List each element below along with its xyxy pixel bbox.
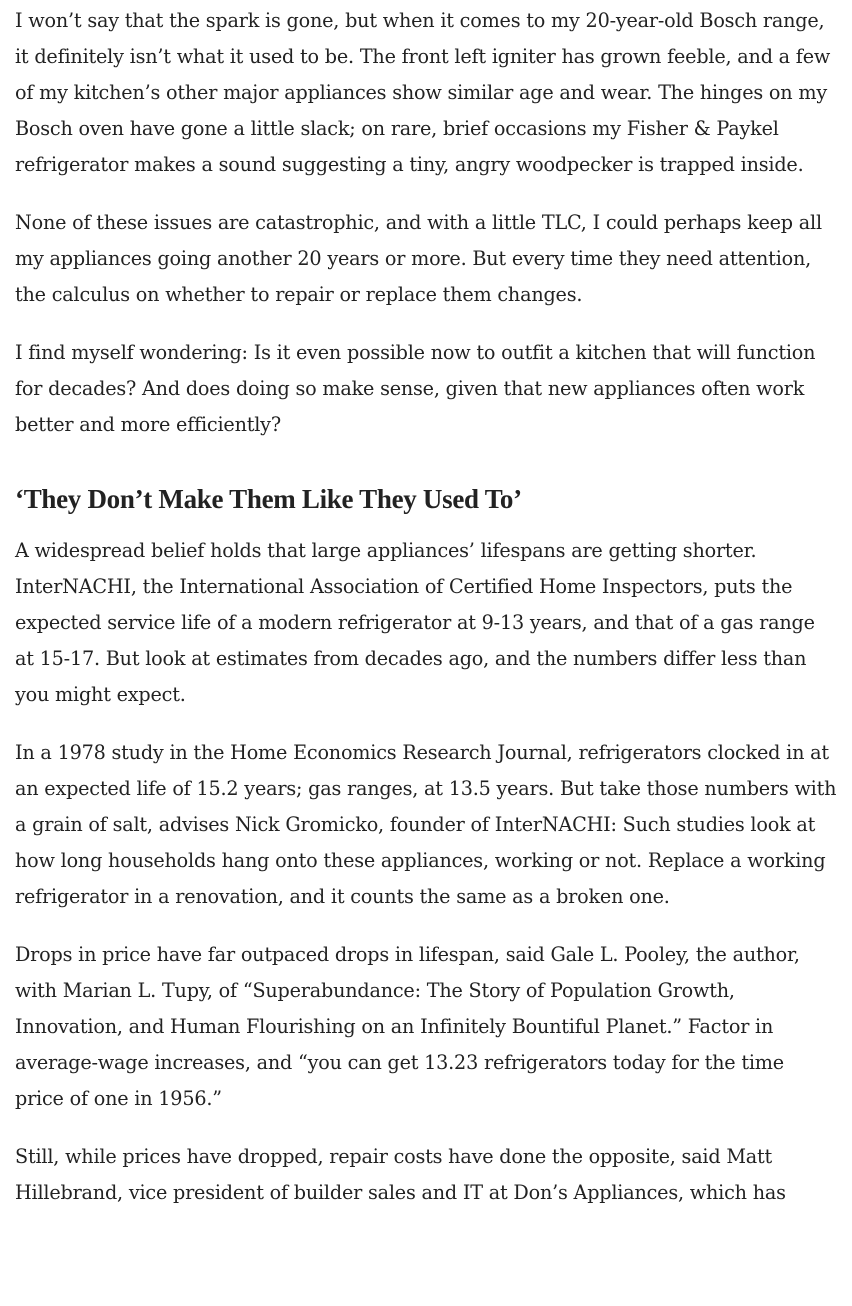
section-subheading: ‘They Don’t Make Them Like They Used To’ (15, 484, 522, 514)
article-paragraph: A widespread belief holds that large appliances’ lifespans are getting shorter. InterNACHI, the International Association of Certified Home Inspectors, puts the expected service life of a modern refrigerator at 9-13 years, and that of a gas range at 15-17. But look at estimates from decades ago, and the numbers differ less than you might expect. (15, 539, 815, 706)
article-paragraph: I won’t say that the spark is gone, but when it comes to my 20-year-old Bosch range, it definitely isn’t what it used to be. The front left igniter has grown feeble, and a few of my kitchen’s other major appliances show similar age and wear. The hinges on my Bosch oven have gone a little slack; on rare, brief occasions my Fisher & Paykel refrigerator makes a sound suggesting a tiny, angry woodpecker is trapped inside. (15, 9, 831, 176)
article-paragraph: I find myself wondering: Is it even possible now to outfit a kitchen that will function for decades? And does doing so make sense, given that new appliances often work better and more efficiently? (15, 341, 816, 436)
article-paragraph: Drops in price have far outpaced drops in lifespan, said Gale L. Pooley, the author, with Marian L. Tupy, of “Superabundance: The Story of Population Growth, Innovation, and Human Flourishing on an Infinitely Bountiful Planet.” Factor in average-wage increases, and “you can get 13.23 refrigerators today for the time price of one in 1956.” (15, 943, 800, 1110)
article-paragraph: Still, while prices have dropped, repair costs have done the opposite, said Matt Hillebrand, vice president of builder sales and IT at Don’s Appliances, which has (15, 1145, 786, 1204)
article-paragraph: In a 1978 study in the Home Economics Research Journal, refrigerators clocked in at an expected life of 15.2 years; gas ranges, at 13.5 years. But take those numbers with a grain of salt, advises Nick Gromicko, founder of InterNACHI: Such studies look at how long households hang onto these appliances, working or not. Replace a working refrigerator in a renovation, and it counts the same as a broken one. (15, 741, 837, 908)
article-paragraph: None of these issues are catastrophic, and with a little TLC, I could perhaps keep all my appliances going another 20 years or more. But every time they need attention, the calculus on whether to repair or replace them changes. (15, 211, 822, 306)
